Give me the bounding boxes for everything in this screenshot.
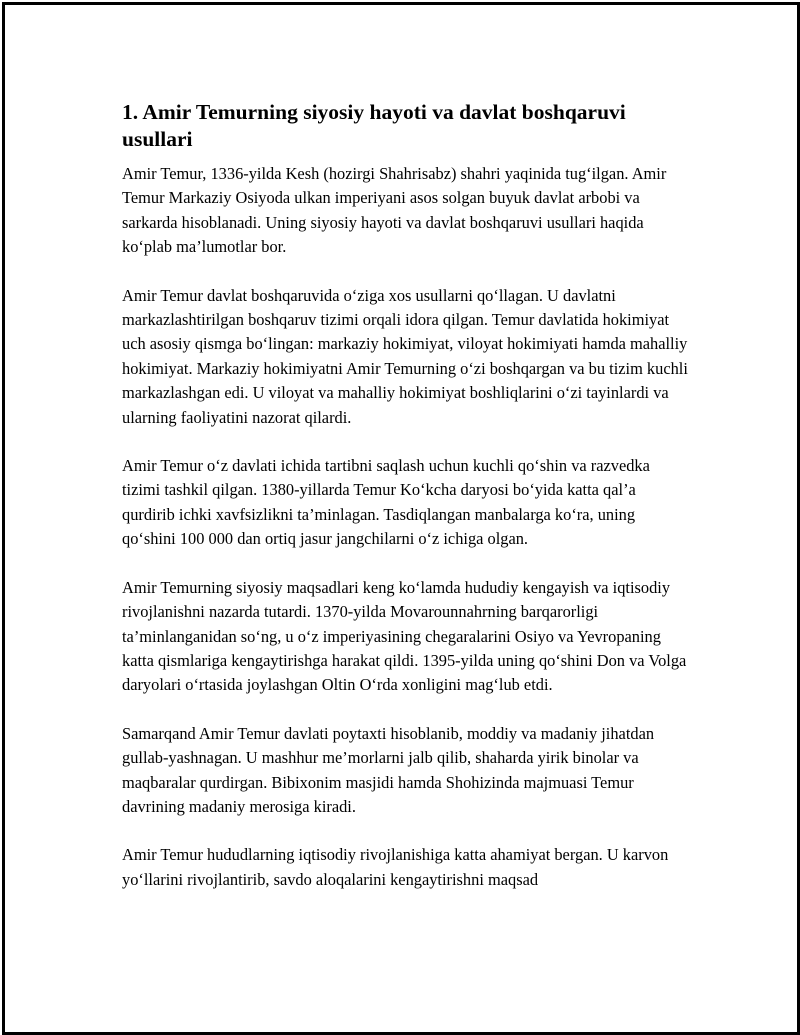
paragraph-army: Amir Temur o‘z davlati ichida tartibni saqlash uchun kuchli qo‘shin va razvedka tizimi tashkil qilgan. 1380-yillarda Temur Ko‘kcha daryosi bo‘yida katta qal’a qurdirib ichki xavfsizlikni ta’minlagan. Tasdiqlangan manbalarga ko‘ra, uning qo‘shini 100 000 dan ortiq jasur jangchilarni o‘z ichiga olgan. xyxy=(122,456,650,549)
document-body xyxy=(122,99,688,916)
section-heading: 1. Amir Temurning siyosiy hayoti va davlat boshqaruvi usullari xyxy=(122,100,626,151)
paragraph-governance: Amir Temur davlat boshqaruvida o‘ziga xos usullarni qo‘llagan. U davlatni markazlashtirilgan boshqaruv tizimi orqali idora qilgan. Temur davlatida hokimiyat uch asosiy qismga bo‘lingan: markaziy hokimiyat, viloyat hokimiyati hamda mahalliy hokimiyat. Markaziy hokimiyatni Amir Temurning o‘zi boshqargan va bu tizim kuchli markazlashgan edi. U viloyat va mahalliy hokimiyat boshliqlarini o‘zi tayinlardi va ularning faoliyatini nazorat qilardi. xyxy=(122,285,688,427)
paragraph-expansion: Amir Temurning siyosiy maqsadlari keng ko‘lamda hududiy kengayish va iqtisodiy rivojlanishni nazarda tutardi. 1370-yilda Movarounnahrning barqarorligi ta’minlanganidan so‘ng, u o‘z imperiyasining chegaralarini Osiyo va Yevropaning katta qismlariga kengaytirishga harakat qildi. 1395-yilda uning qo‘shini Don va Volga daryolari o‘rtasida joylashgan Oltin O‘rda xonligini mag‘lub etdi. xyxy=(122,577,687,695)
paragraph-economy: Amir Temur hududlarning iqtisodiy rivojlanishiga katta ahamiyat bergan. U karvon yo‘llarini rivojlantirib, savdo aloqalarini kengaytirishni maqsad xyxy=(122,845,669,889)
paragraph-birth: Amir Temur, 1336-yilda Kesh (hozirgi Shahrisabz) shahri yaqinida tug‘ilgan. Amir Temur Markaziy Osiyoda ulkan imperiyani asos solgan buyuk davlat arbobi va sarkarda hisoblanadi. Uning siyosiy hayoti va davlat boshqaruvi usullari haqida ko‘plab ma’lumotlar bor. xyxy=(122,164,667,257)
paragraph-samarqand: Samarqand Amir Temur davlati poytaxti hisoblanib, moddiy va madaniy jihatdan gullab-yashnagan. U mashhur me’morlarni jalb qilib, shaharda yirik binolar va maqbaralar qurdirgan. Bibixonim masjidi hamda Shohizinda majmuasi Temur davrining madaniy merosiga kiradi. xyxy=(122,723,655,816)
page-frame xyxy=(2,2,800,1035)
